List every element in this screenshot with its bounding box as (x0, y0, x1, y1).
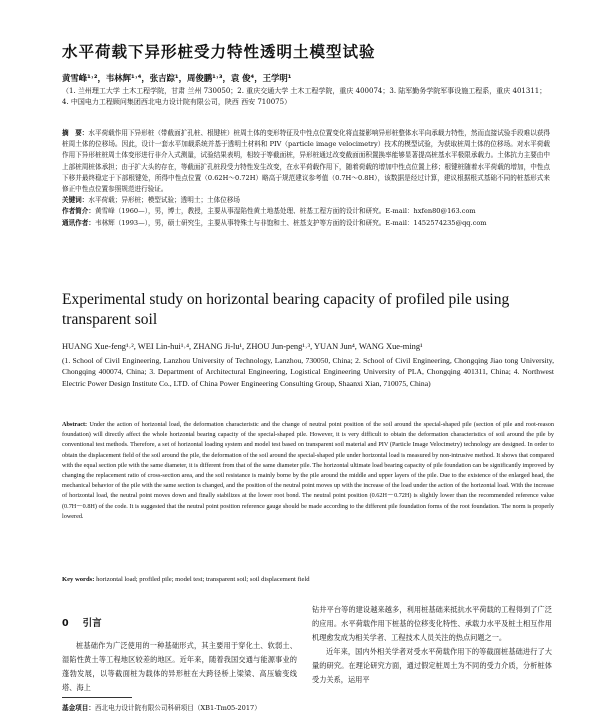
english-abstract-label: Abstract: (62, 421, 88, 428)
english-keywords-label: Key words: (62, 576, 95, 583)
chinese-abstract-label: 摘 要： (62, 129, 89, 137)
english-abstract-text: Under the action of horizontal load, the deformation characteristic and the change of neutral point position of the soil around the special-shaped pile (section of pile and root-reason foundation) will directly affect the whole horizontal bearing capacity of the special-shaped pile. However, it is very difficult to obtain the deformation characteristics of soil around the pile by conventional test methods. Therefore, a set of horizontal loading system and model test based on transparent soil material and PIV (Particle Image Velocimetry) technology are designed. In order to obtain the displacement field of the soil around the pile, the deformation of the soil around the special-shaped pile under horizontal load is measured by non-intrusive method. It shows that compared with the equal section pile with the same diameter, it is different from that of the same diameter pile. The horizontal ultimate load bearing capacity of pile foundation can be significantly improved by changing the replacement ratio of cross-section area, and the soil resistance is mainly borne by the pile around the middle and upper layers of the pile. Due to the existence of the enlarged head, the mechanical behavior of the pile with the same section is changed, and the position of the neutral point moves up with the increase of the load under the action of the horizontal load. With the increase of horizontal load, the neutral point moves down and finally stabilizes at the lower root bond. The neutral point position (0.62H～0.72H) is slightly lower than the recommended reference value (0.7H～0.8H) of the code. It is suggested that the neutral point position reference gauge should be made according to the different pile foundation forms of the root foundation. The norm is properly lowered. (62, 421, 554, 520)
chinese-front-matter (62, 128, 550, 229)
intro-paragraph-right-1: 钻井平台等的建设越来越多，利用桩基础来抵抗水平荷载的工程得到了广泛的应用。水平荷载作用下桩基的位移变化特性、承载力水平及桩土相互作用机理愈发成为相关学者、工程技术人员关注的热点问题之一。 (312, 605, 552, 642)
chinese-affiliations: （1. 兰州理工大学 土木工程学院，甘肃 兰州 730050；2. 重庆交通大学 土木工程学院，重庆 400074；3. 陆军勤务学院军事设施工程系，重庆 401311；4. 中国电力工程顾问集团西北电力设计院有限公司，陕西 西安 710075） (62, 87, 547, 106)
intro-paragraph-left: 桩基础作为广泛使用的一种基础形式，其主要用于穿化土、软弱土、湿陷性黄土等工程地区较差的地区。近年来，随着我国交通与能源事业的蓬勃发展，以等截面桩为载体的异形桩在大跨径桥上梁梁、高压输变线塔、海上 (62, 641, 297, 692)
chinese-keywords-text: 水平荷载；异形桩；模型试验；透明土；土体位移场 (88, 196, 241, 205)
corresponding-author-label: 通讯作者： (62, 218, 95, 227)
section-heading (62, 615, 297, 629)
english-keywords-text: horizontal load; profiled pile; model test; transparent soil; soil displacement field (96, 576, 310, 583)
english-abstract (62, 420, 554, 522)
footnote-text: 西北电力设计院有限公司科研项目（XB1-Tm05-2017） (94, 704, 261, 712)
author-info-label: 作者简介： (62, 207, 95, 216)
author-info (62, 206, 550, 217)
chinese-keywords-label: 关键词： (62, 196, 89, 205)
intro-paragraph-right-2: 近年来，国内外相关学者对受水平荷载作用下的等截面桩基础进行了大量的研究。在理论研究方面，通过假定桩周土为不同的受力介质，分析桩体受力关系，运用平 (312, 647, 552, 684)
chinese-title: 水平荷载下异形桩受力特性透明土模型试验 (62, 43, 376, 61)
left-column (62, 603, 297, 695)
english-keywords (62, 576, 554, 583)
chinese-authors: 黄雪峰¹˒²，韦林辉¹˒⁴，张吉踪¹，周俊鹏¹˒³，袁 俊⁴，王学明¹ (62, 73, 292, 83)
footnote-divider (62, 697, 132, 698)
section-title: 引言 (82, 618, 102, 629)
author-info-text: 黄雪峰（1960—），男，博士，教授，主要从事湿陷性黄土地基处理、桩基工程方面的设计和研究。E-mail：hxfen80@163.com (94, 207, 476, 216)
footnote (62, 702, 542, 712)
chinese-abstract-text: 水平荷载作用下异形桩（带截面扩孔桩、根键桩）桩周土体的变形特征及中性点位置变化将直接影响异形桩整体水平向承载力特性，然而直接试验手段难以获得桩周土体的位移场。因此，设计一套水平加载系统并基于透明土材料和 PIV（particle image velocimetry）技术的模型试验，为获取桩周土体的位移场。对水平荷载作用下异形桩桩周土体变形进行非介入式测量，试验结果表明，相较于等截面桩，异形桩通过改变截面面积置换率能够显著提高桩基水平极限承载力。土体抗力主要由中上部桩周桩体承担；由于扩大头的存在，等截面扩孔桩段受力特性发生改变，在水平荷载作用下，随着荷载的增加中性点位置上移；根键桩随着水平荷载的增加，中性点下移并最终稳定于下部根键处，所得中性点位置（0.62H～0.72H）略高于规范建议参考值（0.7H～0.8H），该数据是经过计算，建议根据根式基础不同的桩基形式来修正中性点位置参照规范进行验证。 (62, 129, 551, 194)
corresponding-author-text: 韦林辉（1993—），男，硕士研究生，主要从事特殊土与非饱和土、桩基支护等方面的设计和研究。E-mail：1452574235@qq.com (94, 218, 487, 227)
english-affiliations: (1. School of Civil Engineering, Lanzhou University of Technology, Lanzhou, 730050, China; 2. School of Civil Engineering, Chongqing Jiao tong University, Chongqing 400074, China; 3. Department of Architectural Engineering, Logistical Engineering University of PLA, Chongqing 401311, China; 4. Northwest Electric Power Design Institute Co., LTD. of China Power Engineering Consulting Group, Shaanxi Xian, 710075, China) (62, 356, 554, 388)
right-column (312, 603, 552, 687)
english-title: Experimental study on horizontal bearing capacity of profiled pile using transparent soil (62, 291, 510, 328)
chinese-abstract (62, 128, 550, 195)
footnote-label: 基金项目： (62, 704, 95, 712)
english-authors: HUANG Xue-feng¹˒², WEI Lin-hui¹˒⁴, ZHANG Ji-lu¹, ZHOU Jun-peng¹˒³, YUAN Jun⁴, WANG Xue-ming¹ (62, 342, 423, 351)
section-number: 0 (62, 618, 69, 629)
corresponding-author (62, 218, 550, 229)
chinese-keywords (62, 195, 550, 206)
